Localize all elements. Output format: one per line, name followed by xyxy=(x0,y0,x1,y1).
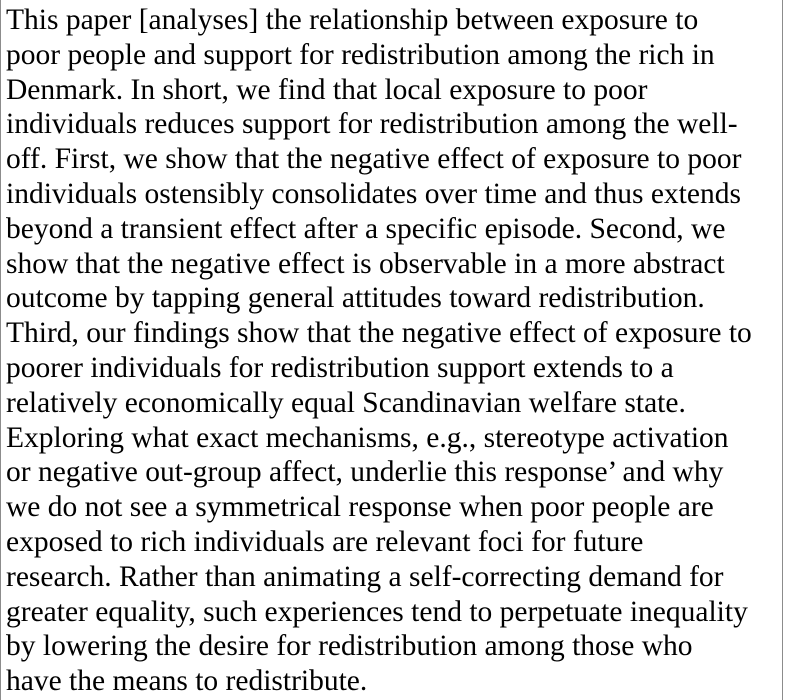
text-line: by lowering the desire for redistribution among those who xyxy=(6,630,693,663)
text-line: Exploring what exact mechanisms, e.g., stereotype activation xyxy=(6,421,729,454)
text-line: have the means to redistribute. xyxy=(6,665,368,698)
text-line: relatively economically equal Scandinavian welfare state. xyxy=(6,386,686,419)
text-line: individuals ostensibly consolidates over time and thus extends xyxy=(6,177,741,210)
text-line: outcome by tapping general attitudes toward redistribution. xyxy=(6,282,705,315)
text-line: research. Rather than animating a self-correcting demand for xyxy=(6,560,724,593)
text-line: we do not see a symmetrical response when poor people are xyxy=(6,491,714,524)
text-line: or negative out-group affect, underlie this response’ and why xyxy=(6,456,724,489)
text-line: poorer individuals for redistribution support extends to a xyxy=(6,351,674,384)
text-line: Denmark. In short, we find that local exposure to poor xyxy=(6,73,648,106)
text-line: poor people and support for redistribution among the rich in xyxy=(6,38,715,71)
text-line: beyond a transient effect after a specific episode. Second, we xyxy=(6,212,726,245)
text-line: show that the negative effect is observable in a more abstract xyxy=(6,247,725,280)
text-line: off. First, we show that the negative effect of exposure to poor xyxy=(6,143,742,176)
text-line: exposed to rich individuals are relevant foci for future xyxy=(6,525,644,558)
text-line: Third, our findings show that the negative effect of exposure to xyxy=(6,317,752,350)
document-paragraph xyxy=(6,3,752,699)
text-line: This paper [analyses] the relationship between exposure to xyxy=(6,4,699,36)
text-line: greater equality, such experiences tend to perpetuate inequality xyxy=(6,595,748,628)
text-line: individuals reduces support for redistribution among the well- xyxy=(6,108,738,141)
